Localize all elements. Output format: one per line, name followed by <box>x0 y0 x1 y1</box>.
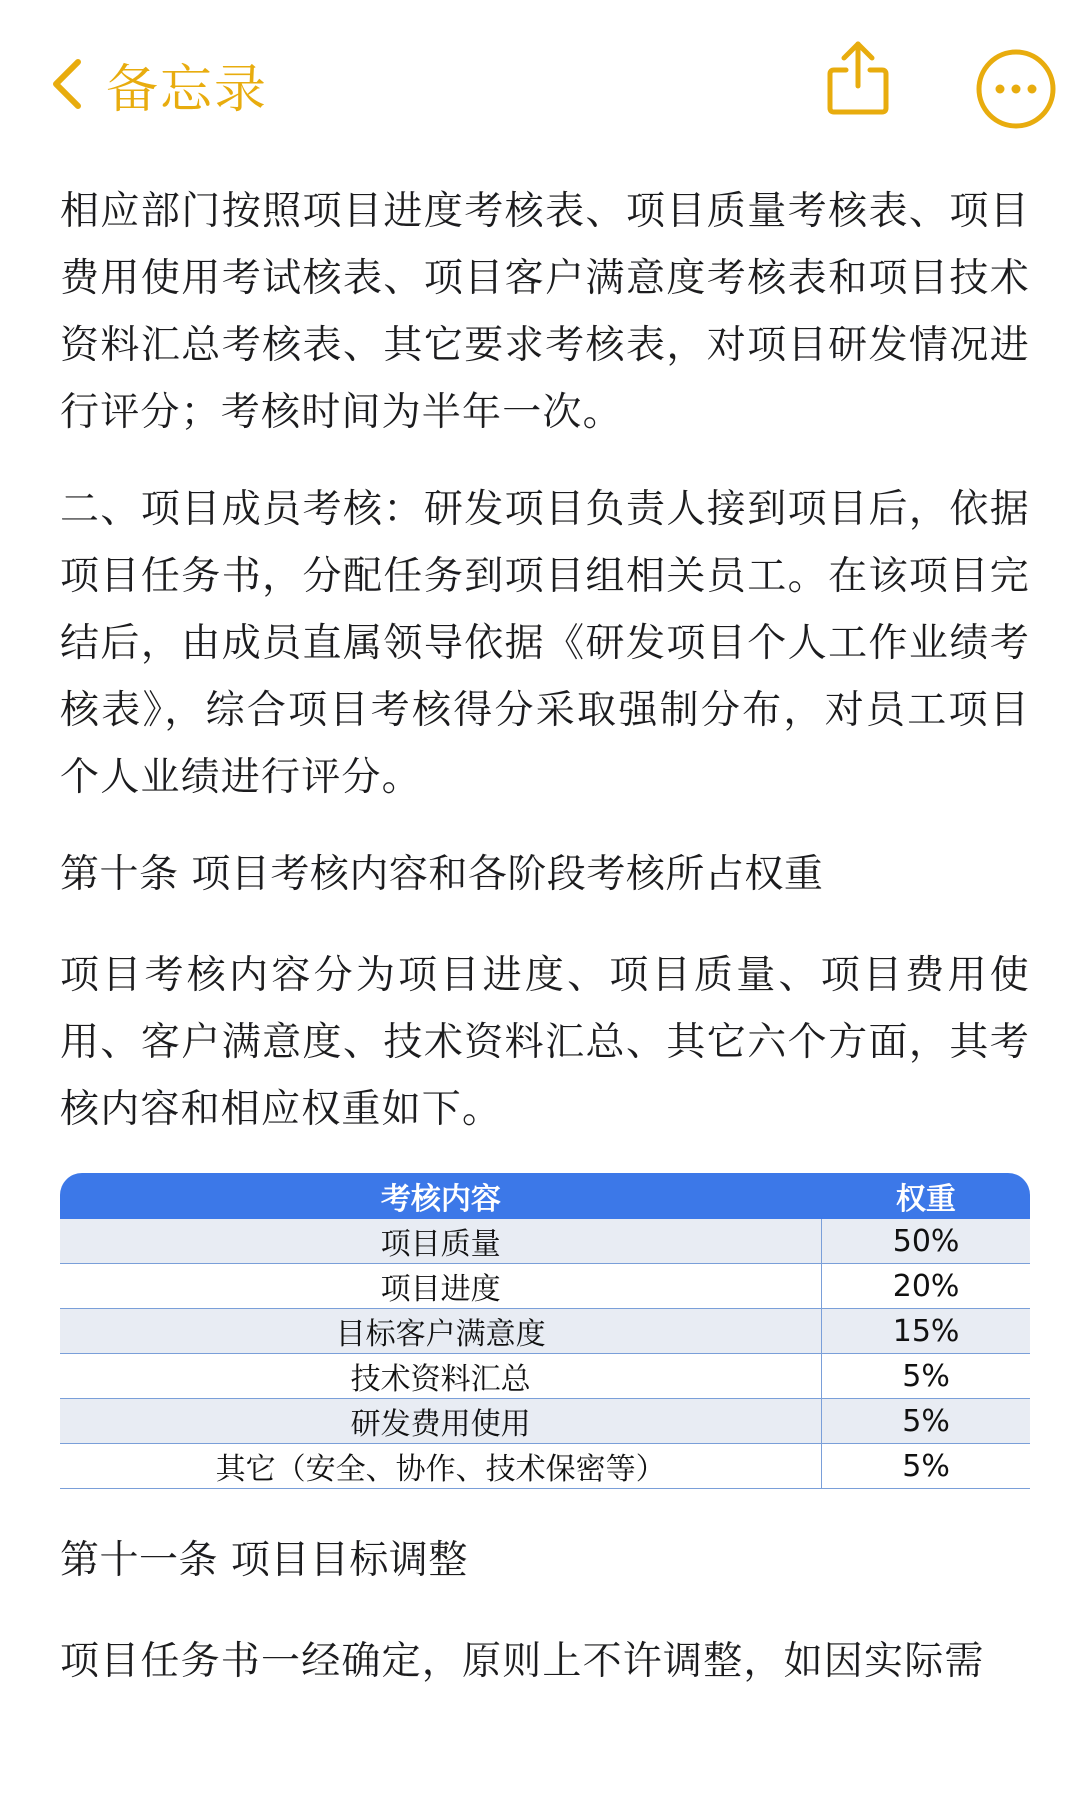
cell-item: 目标客户满意度 <box>60 1309 822 1354</box>
table-row <box>60 1219 1030 1264</box>
cell-weight: 50% <box>822 1219 1030 1264</box>
paragraph: 二、项目成员考核：研发项目负责人接到项目后，依据项目任务书，分配任务到项目组相关员工。在该项目完结后，由成员直属领导依据《研发项目个人工作业绩考核表》，综合项目考核得分采取强制分布，对员工项目个人业绩进行评分。 <box>60 487 1030 800</box>
weight-table <box>60 1173 1030 1489</box>
cell-item: 其它（安全、协作、技术保密等） <box>60 1444 822 1489</box>
cell-weight: 15% <box>822 1309 1030 1354</box>
table-row <box>60 1354 1030 1399</box>
section-heading: 第十一条 项目目标调整 <box>60 1538 468 1583</box>
navigation-bar <box>0 0 1080 170</box>
table-row <box>60 1309 1030 1354</box>
cell-weight: 20% <box>822 1264 1030 1309</box>
table-header-row <box>60 1173 1030 1219</box>
share-icon[interactable] <box>822 38 894 118</box>
header-item: 考核内容 <box>60 1173 822 1219</box>
cell-item: 项目进度 <box>60 1264 822 1309</box>
more-icon[interactable] <box>975 48 1057 130</box>
back-label: 备忘录 <box>106 59 269 120</box>
cell-item: 技术资料汇总 <box>60 1354 822 1399</box>
cell-weight: 5% <box>822 1399 1030 1444</box>
weight-table-image <box>60 1173 1030 1489</box>
paragraph: 项目考核内容分为项目进度、项目质量、项目费用使用、客户满意度、技术资料汇总、其它六个方面，其考核内容和相应权重如下。 <box>60 953 1030 1132</box>
paragraph: 项目任务书一经确定，原则上不许调整，如因实际需 <box>60 1639 985 1684</box>
note-body[interactable] <box>60 178 1030 1725</box>
cell-weight: 5% <box>822 1444 1030 1489</box>
table-row <box>60 1444 1030 1489</box>
cell-weight: 5% <box>822 1354 1030 1399</box>
cell-item: 研发费用使用 <box>60 1399 822 1444</box>
back-button[interactable] <box>44 44 268 124</box>
table-row <box>60 1399 1030 1444</box>
paragraph: 相应部门按照项目进度考核表、项目质量考核表、项目费用使用考试核表、项目客户满意度考核表和项目技术资料汇总考核表、其它要求考核表，对项目研发情况进行评分；考核时间为半年一次。 <box>60 189 1030 435</box>
section-heading: 第十条 项目考核内容和各阶段考核所占权重 <box>60 852 824 897</box>
table-row <box>60 1264 1030 1309</box>
cell-item: 项目质量 <box>60 1219 822 1264</box>
chevron-left-icon <box>44 54 88 114</box>
header-weight: 权重 <box>822 1173 1030 1219</box>
